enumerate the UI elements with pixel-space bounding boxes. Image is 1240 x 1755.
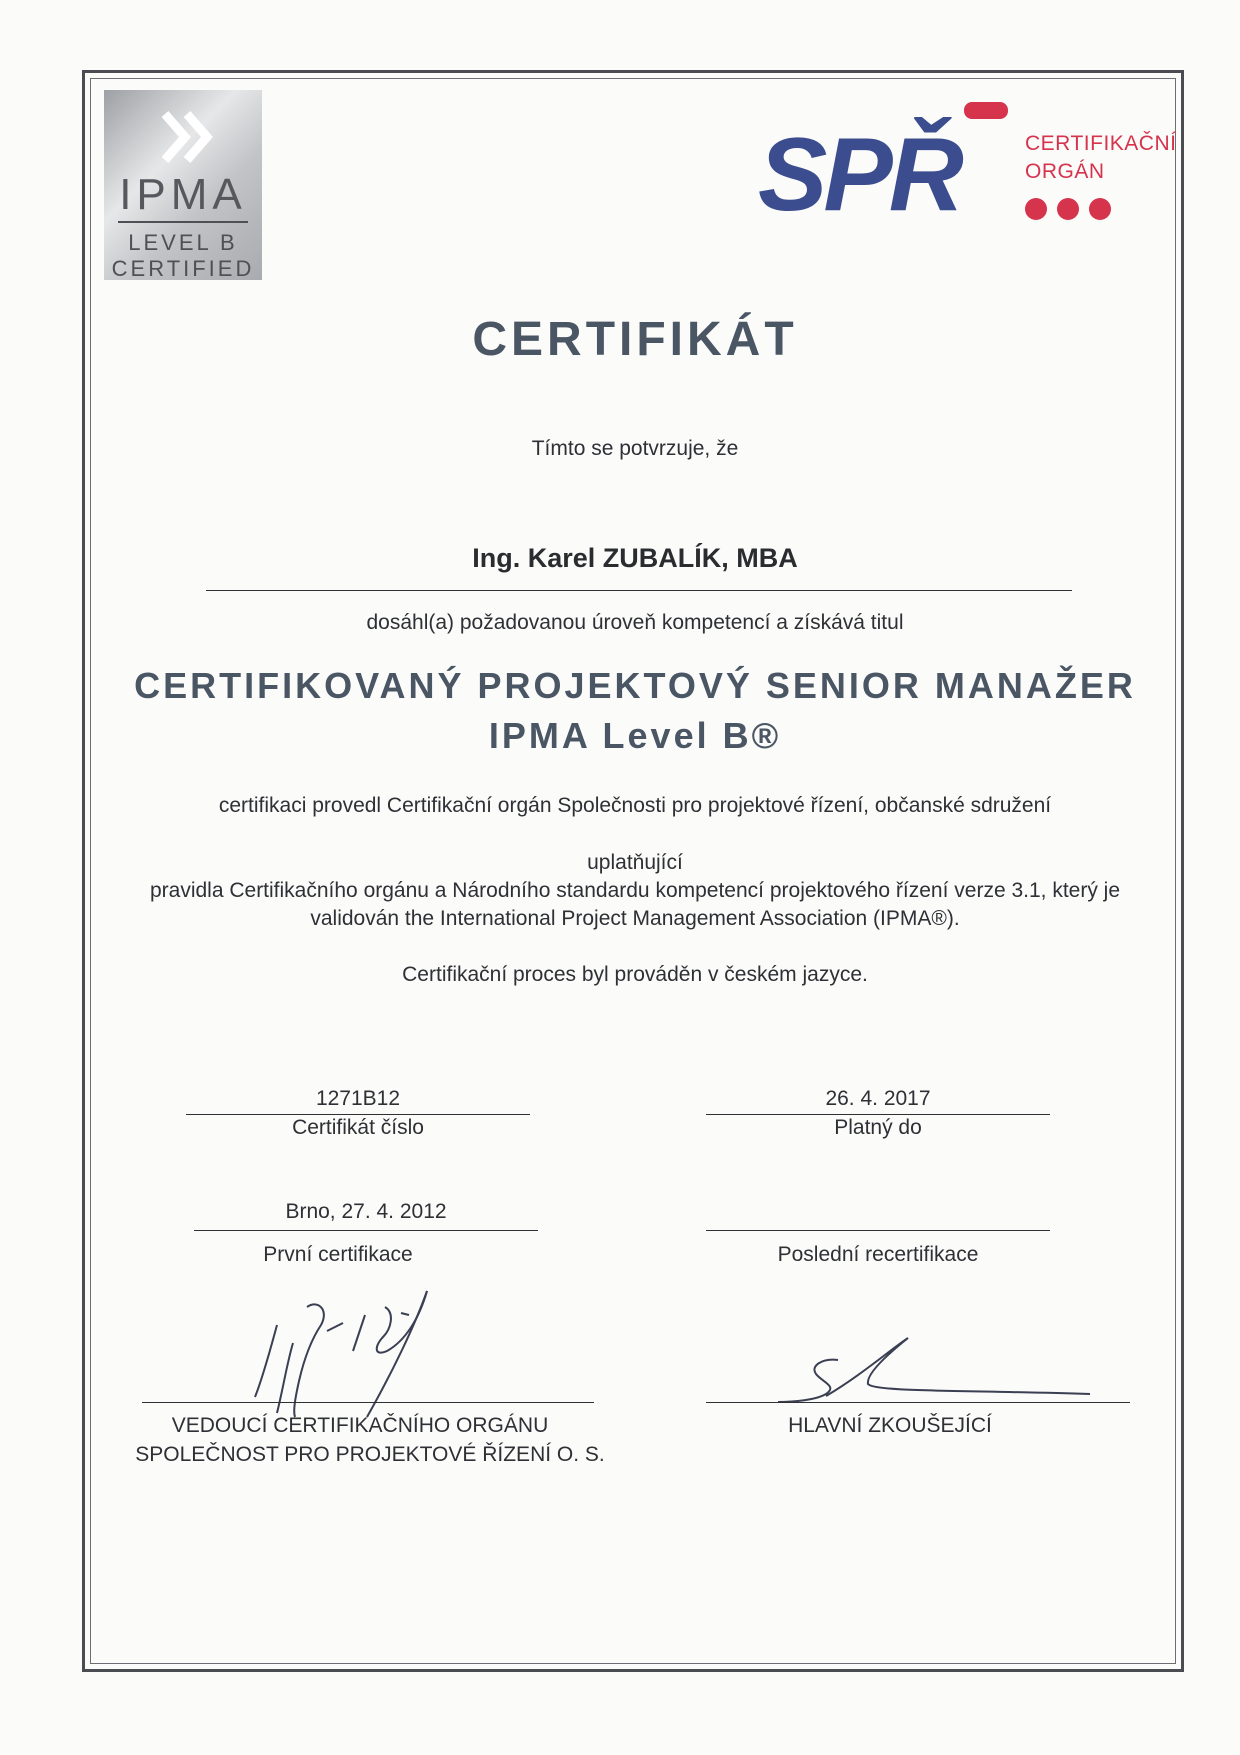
cert-number-label: Certifikát číslo [292, 1116, 424, 1139]
valid-until-line [706, 1114, 1050, 1115]
spr-subtitle-2: ORGÁN [1025, 160, 1105, 183]
name-underline [206, 590, 1072, 591]
degree-title: CERTIFIKOVANÝ PROJEKTOVÝ SENIOR MANAŽER [134, 665, 1136, 706]
left-signer-title-2: SPOLEČNOST PRO PROJEKTOVÉ ŘÍZENÍ O. S. [135, 1443, 605, 1466]
double-chevron-icon [161, 108, 215, 166]
applying-text: uplatňující [587, 851, 683, 874]
badge-level: LEVEL B [128, 230, 238, 255]
last-recert-line [706, 1230, 1050, 1231]
badge-divider [118, 221, 248, 223]
rules-text-1: pravidla Certifikačního orgánu a Národního standardu kompetencí projektového řízení verze 3.1, který je [149, 879, 1121, 902]
achieved-text: dosáhl(a) požadovanou úroveň kompetencí a získává titul [366, 611, 904, 634]
valid-until-label: Platný do [834, 1116, 922, 1139]
degree-level: IPMA Level B® [488, 715, 782, 756]
cert-number-value: 1271B12 [315, 1087, 401, 1110]
spr-dots-icon [1024, 196, 1116, 222]
first-cert-line [194, 1230, 538, 1231]
cert-number-line [186, 1114, 530, 1115]
badge-certified: CERTIFIED [111, 256, 255, 281]
spr-subtitle-1: CERTIFIKAČNÍ [1025, 132, 1177, 155]
holder-name: Ing. Karel ZUBALÍK, MBA [472, 543, 798, 573]
last-recert-label: Poslední recertifikace [777, 1243, 979, 1266]
first-cert-label: První certifikace [263, 1243, 413, 1266]
language-text: Certifikační proces byl prováděn v českém jazyce. [402, 963, 868, 986]
valid-until-value: 26. 4. 2017 [825, 1087, 931, 1110]
certificate-title: CERTIFIKÁT [472, 313, 798, 366]
first-cert-value: Brno, 27. 4. 2012 [285, 1200, 447, 1223]
spr-logo-bar [964, 102, 1008, 119]
left-signature-line [142, 1402, 594, 1403]
certified-by-text: certifikaci provedl Certifikační orgán Společnosti pro projektové řízení, občanské sdružení [218, 794, 1052, 817]
spr-logo-text: SPŘ [758, 117, 960, 220]
left-signature [215, 1285, 485, 1425]
intro-text: Tímto se potvrzuje, že [531, 437, 739, 460]
rules-text-2: validován the International Project Management Association (IPMA®). [310, 907, 960, 930]
left-signer-title-1: VEDOUCÍ CERTIFIKAČNÍHO ORGÁNU [171, 1414, 549, 1437]
ipma-wordmark: IPMA [119, 170, 247, 219]
ipma-level-b-badge [104, 90, 262, 280]
right-signature-line [706, 1402, 1130, 1403]
right-signature [770, 1330, 1100, 1410]
spr-logo [758, 102, 1020, 220]
right-signer-title: HLAVNÍ ZKOUŠEJÍCÍ [788, 1414, 992, 1437]
